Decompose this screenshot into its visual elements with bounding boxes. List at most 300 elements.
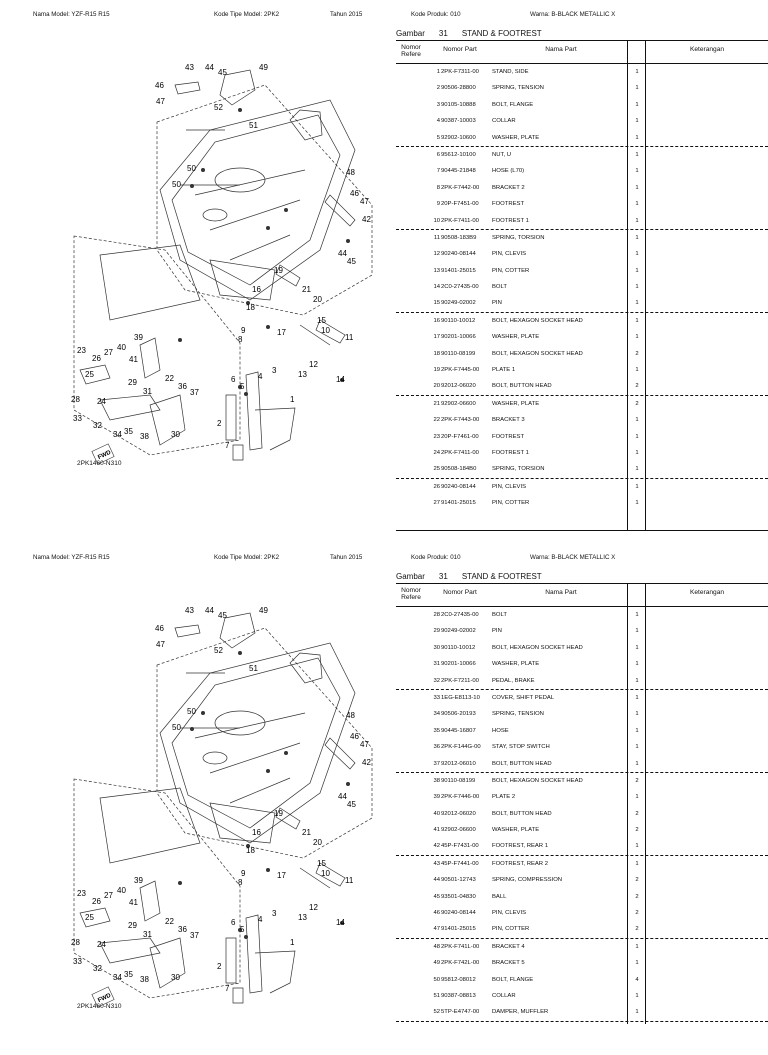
table-row bbox=[396, 230, 768, 246]
row-qty: 1 bbox=[635, 217, 639, 224]
row-part-name: PIN, CLEVIS bbox=[492, 910, 527, 917]
callout-number: 20 bbox=[313, 838, 322, 847]
callout-number: 44 bbox=[338, 792, 347, 801]
callout-number: 18 bbox=[246, 303, 255, 312]
callout-number: 12 bbox=[309, 360, 318, 369]
row-part-no: 95812-08012 bbox=[441, 976, 476, 983]
row-ref: 1 bbox=[436, 69, 440, 75]
callout-number: 40 bbox=[117, 886, 126, 895]
row-part-name: WASHER, PLATE bbox=[492, 827, 540, 834]
row-ref: 13 bbox=[433, 267, 440, 274]
row-ref: 33 bbox=[433, 694, 440, 701]
row-part-name: FOOTREST bbox=[492, 201, 525, 208]
row-qty: 1 bbox=[635, 612, 639, 618]
row-part-no: 2PK-F7311-00 bbox=[441, 69, 479, 75]
row-part-no: 90506-20193 bbox=[441, 711, 476, 718]
section-number: 31 bbox=[438, 29, 448, 38]
row-part-no: 90501-12743 bbox=[441, 877, 476, 884]
row-qty: 1 bbox=[635, 860, 639, 867]
row-ref: 14 bbox=[433, 284, 440, 291]
color-label: Warna: B-BLACK METALLIC X bbox=[530, 11, 616, 18]
row-part-name: WASHER, PLATE bbox=[492, 661, 540, 668]
callout-number: 34 bbox=[113, 430, 122, 439]
row-part-no: 45P-F7441-00 bbox=[441, 860, 479, 867]
callout-number: 38 bbox=[140, 975, 149, 984]
parts-table bbox=[396, 583, 768, 1022]
row-part-name: BOLT, BUTTON HEAD bbox=[492, 760, 552, 767]
callout-number: 44 bbox=[338, 249, 347, 258]
diagram-code: 2PK1460-N310 bbox=[77, 1003, 122, 1010]
row-part-no: 92902-06600 bbox=[441, 827, 476, 834]
exploded-parts-diagram bbox=[28, 44, 373, 484]
row-part-name: BOLT, HEXAGON SOCKET HEAD bbox=[492, 317, 583, 324]
callout-number: 51 bbox=[249, 121, 258, 130]
row-ref: 15 bbox=[433, 300, 440, 307]
callout-number: 23 bbox=[77, 889, 86, 898]
row-part-name: BOLT, BUTTON HEAD bbox=[492, 810, 552, 817]
callout-number: 32 bbox=[93, 964, 102, 973]
row-qty: 2 bbox=[635, 777, 639, 784]
callout-number: 33 bbox=[73, 957, 82, 966]
row-qty: 1 bbox=[635, 483, 639, 490]
table-row bbox=[396, 822, 768, 838]
row-qty: 2 bbox=[635, 350, 639, 357]
row-ref: 19 bbox=[433, 367, 440, 374]
row-part-name: HOSE bbox=[492, 727, 509, 734]
row-qty: 1 bbox=[635, 677, 639, 684]
row-qty: 2 bbox=[635, 400, 639, 407]
section-title: STAND & FOOTREST bbox=[461, 572, 542, 581]
row-part-no: 93501-04830 bbox=[441, 893, 476, 900]
callout-number: 1 bbox=[290, 938, 295, 947]
diagram-code: 2PK1460-N310 bbox=[77, 460, 122, 467]
row-ref: 4 bbox=[436, 118, 440, 125]
row-ref: 40 bbox=[433, 810, 440, 817]
table-row bbox=[396, 1004, 768, 1021]
callout-number: 23 bbox=[77, 346, 86, 355]
row-part-no: 90240-08144 bbox=[441, 910, 476, 917]
table-header bbox=[396, 584, 768, 607]
table-row bbox=[396, 939, 768, 955]
row-part-name: PIN, COTTER bbox=[492, 926, 530, 933]
row-part-no: 90249-02002 bbox=[441, 628, 476, 635]
callout-number: 20 bbox=[313, 295, 322, 304]
row-part-name: SPRING, TORSION bbox=[492, 466, 545, 473]
row-part-no: 2PK-F7442-00 bbox=[441, 184, 480, 191]
callout-number: 39 bbox=[134, 876, 143, 885]
callout-number: 38 bbox=[140, 432, 149, 441]
table-row bbox=[396, 673, 768, 690]
callout-number: 21 bbox=[302, 285, 311, 294]
callout-number: 45 bbox=[218, 68, 227, 77]
callout-number: 6 bbox=[231, 375, 236, 384]
callout-number: 29 bbox=[128, 921, 137, 930]
callout-number: 51 bbox=[249, 664, 258, 673]
table-row bbox=[396, 972, 768, 988]
callout-number: 2 bbox=[217, 419, 222, 428]
callout-number: 45 bbox=[347, 800, 356, 809]
table-row bbox=[396, 396, 768, 412]
row-qty: 1 bbox=[635, 284, 639, 291]
callout-number: 26 bbox=[92, 354, 101, 363]
callout-number: 33 bbox=[73, 414, 82, 423]
row-part-name: SPRING, TORSION bbox=[492, 234, 545, 241]
row-part-name: STAND, SIDE bbox=[492, 69, 529, 75]
row-qty: 1 bbox=[635, 744, 639, 751]
row-ref: 50 bbox=[433, 976, 440, 983]
table-row bbox=[396, 362, 768, 378]
callout-number: 46 bbox=[350, 732, 359, 741]
exploded-parts-diagram bbox=[28, 587, 373, 1027]
row-part-name: BOLT, FLANGE bbox=[492, 976, 534, 983]
row-part-name: DAMPER, MUFFLER bbox=[492, 1009, 549, 1016]
parts-table bbox=[396, 40, 768, 528]
row-part-name: BRACKET 4 bbox=[492, 943, 525, 950]
callout-number: 30 bbox=[171, 430, 180, 439]
row-part-name: PIN, COTTER bbox=[492, 267, 530, 274]
product-code-label: Kode Produk: 010 bbox=[411, 11, 461, 18]
table-row bbox=[396, 429, 768, 445]
callout-number: 36 bbox=[178, 925, 187, 934]
row-ref: 21 bbox=[433, 400, 440, 407]
row-part-name: SPRING, COMPRESSION bbox=[492, 877, 563, 884]
row-part-name: FOOTREST 1 bbox=[492, 217, 529, 224]
callout-number: 18 bbox=[246, 846, 255, 855]
row-part-no: 90249-02002 bbox=[441, 300, 476, 307]
catalog-page-1 bbox=[0, 0, 768, 512]
row-qty: 2 bbox=[635, 877, 639, 884]
row-part-name: FOOTREST bbox=[492, 433, 525, 440]
row-part-name: BOLT bbox=[492, 284, 507, 291]
row-qty: 1 bbox=[635, 134, 639, 141]
row-part-name: FOOTREST 1 bbox=[492, 449, 529, 456]
callout-number: 9 bbox=[241, 326, 246, 335]
row-part-no: 92902-06600 bbox=[441, 400, 476, 407]
row-ref: 11 bbox=[433, 234, 440, 241]
row-part-no: 90110-08199 bbox=[441, 350, 476, 357]
row-part-no: 2PK-F7211-00 bbox=[441, 677, 479, 684]
row-qty: 2 bbox=[635, 827, 639, 834]
row-qty: 2 bbox=[635, 910, 639, 917]
table-row bbox=[396, 130, 768, 147]
row-part-no: 90240-08144 bbox=[441, 483, 476, 490]
row-part-no: 2PK-F7443-00 bbox=[441, 417, 480, 424]
callout-number: 19 bbox=[274, 809, 283, 818]
row-ref: 52 bbox=[433, 1009, 440, 1016]
row-part-no: 90110-10012 bbox=[441, 317, 476, 324]
row-part-no: 90240-08144 bbox=[441, 251, 476, 258]
callout-number: 10 bbox=[321, 869, 330, 878]
model-type-label: Kode Tipe Model: 2PK2 bbox=[214, 554, 280, 561]
row-part-no: 92012-06020 bbox=[441, 810, 476, 817]
callout-number: 27 bbox=[104, 891, 113, 900]
table-row bbox=[396, 889, 768, 905]
row-qty: 1 bbox=[635, 628, 639, 635]
row-part-name: BOLT bbox=[492, 612, 507, 618]
callout-number: 17 bbox=[277, 871, 286, 880]
table-row bbox=[396, 412, 768, 428]
row-part-name: WASHER, PLATE bbox=[492, 134, 540, 141]
section-gambar: Gambar bbox=[396, 29, 425, 38]
row-qty: 1 bbox=[635, 661, 639, 668]
row-ref: 37 bbox=[433, 760, 440, 767]
row-ref: 28 bbox=[433, 612, 440, 618]
callout-number: 31 bbox=[143, 387, 152, 396]
callout-number: 28 bbox=[71, 938, 80, 947]
table-row bbox=[396, 512, 768, 528]
callout-number: 14 bbox=[336, 375, 345, 384]
row-part-name: BRACKET 3 bbox=[492, 417, 525, 424]
model-name-label: Nama Model: YZF-R15 R15 bbox=[33, 554, 110, 561]
row-qty: 1 bbox=[635, 449, 639, 456]
table-row bbox=[396, 838, 768, 855]
row-part-no: 90445-21848 bbox=[441, 168, 476, 175]
callout-number: 7 bbox=[225, 984, 230, 993]
table-row bbox=[396, 97, 768, 113]
callout-number: 28 bbox=[71, 395, 80, 404]
table-row bbox=[396, 147, 768, 163]
table-header bbox=[396, 41, 768, 64]
row-part-name: COVER, SHIFT PEDAL bbox=[492, 694, 555, 701]
row-part-no: 91401-25015 bbox=[441, 500, 476, 507]
row-part-no: 90201-10066 bbox=[441, 334, 476, 341]
table-row bbox=[396, 905, 768, 921]
row-qty: 1 bbox=[635, 711, 639, 718]
table-bottom-rule bbox=[396, 530, 768, 531]
row-part-no: 2PK-F741L-00 bbox=[441, 943, 480, 950]
row-qty: 1 bbox=[635, 943, 639, 950]
callout-number: 15 bbox=[317, 859, 326, 868]
color-label: Warna: B-BLACK METALLIC X bbox=[530, 554, 616, 561]
row-part-no: 5TP-E4747-00 bbox=[441, 1009, 480, 1016]
callout-number: 35 bbox=[124, 970, 133, 979]
row-qty: 2 bbox=[635, 383, 639, 390]
row-qty: 1 bbox=[635, 644, 639, 651]
row-ref: 46 bbox=[433, 910, 440, 917]
row-qty: 1 bbox=[635, 85, 639, 92]
callout-number: 41 bbox=[129, 355, 138, 364]
callout-number: 16 bbox=[252, 285, 261, 294]
row-qty: 1 bbox=[635, 760, 639, 767]
callout-number: 2 bbox=[217, 962, 222, 971]
row-ref: 17 bbox=[433, 334, 440, 341]
callout-number: 50 bbox=[172, 180, 181, 189]
row-part-name: BOLT, FLANGE bbox=[492, 101, 534, 108]
callout-number: 21 bbox=[302, 828, 311, 837]
header-note: Keterangan bbox=[689, 589, 725, 596]
callout-number: 17 bbox=[277, 328, 286, 337]
callout-number: 46 bbox=[350, 189, 359, 198]
row-part-name: PIN, CLEVIS bbox=[492, 483, 527, 490]
row-part-name: WASHER, PLATE bbox=[492, 334, 540, 341]
row-part-name: PEDAL, BRAKE bbox=[492, 677, 535, 684]
callout-number: 36 bbox=[178, 382, 187, 391]
callout-number: 15 bbox=[317, 316, 326, 325]
row-qty: 1 bbox=[635, 960, 639, 967]
table-row bbox=[396, 988, 768, 1004]
callout-number: 25 bbox=[85, 913, 94, 922]
callout-number: 50 bbox=[187, 164, 196, 173]
fwd-arrow-label: FWD bbox=[97, 449, 113, 462]
callout-number: 29 bbox=[128, 378, 137, 387]
row-part-no: 45P-F7431-00 bbox=[441, 843, 479, 850]
row-part-no: 2C0-27435-00 bbox=[441, 284, 479, 291]
table-row bbox=[396, 607, 768, 623]
row-part-no: 2PK-F7446-00 bbox=[441, 794, 480, 801]
row-part-no: 92012-06020 bbox=[441, 383, 476, 390]
callout-number: 11 bbox=[345, 333, 354, 342]
table-row bbox=[396, 806, 768, 822]
row-ref: 47 bbox=[433, 926, 440, 933]
callout-number: 5 bbox=[240, 925, 245, 934]
row-part-name: PIN, CLEVIS bbox=[492, 251, 527, 258]
callout-number: 1 bbox=[290, 395, 295, 404]
row-qty: 1 bbox=[635, 1009, 639, 1016]
table-row bbox=[396, 656, 768, 672]
row-part-no: 92902-10600 bbox=[441, 134, 476, 141]
row-ref: 48 bbox=[433, 943, 440, 950]
row-ref: 32 bbox=[433, 677, 440, 684]
row-part-name: FOOTREST, REAR 1 bbox=[492, 843, 548, 850]
callout-number: 37 bbox=[190, 388, 199, 397]
callout-number: 14 bbox=[336, 918, 345, 927]
table-row bbox=[396, 872, 768, 888]
row-qty: 1 bbox=[635, 466, 639, 473]
row-qty: 1 bbox=[635, 168, 639, 175]
callout-number: 45 bbox=[218, 611, 227, 620]
row-qty: 1 bbox=[635, 843, 639, 850]
row-ref: 38 bbox=[433, 777, 440, 784]
row-part-no: 90506-28800 bbox=[441, 85, 476, 92]
row-qty: 1 bbox=[635, 267, 639, 274]
table-row bbox=[396, 461, 768, 478]
row-part-name: PLATE 1 bbox=[492, 367, 516, 374]
row-ref: 7 bbox=[436, 168, 440, 175]
callout-number: 49 bbox=[259, 606, 268, 615]
callout-number: 48 bbox=[346, 168, 355, 177]
table-row bbox=[396, 196, 768, 212]
row-ref: 16 bbox=[433, 317, 440, 324]
row-part-name: BOLT, HEXAGON SOCKET HEAD bbox=[492, 777, 583, 784]
column-divider bbox=[627, 41, 628, 530]
row-part-no: 90387-08813 bbox=[441, 992, 476, 999]
row-qty: 1 bbox=[635, 300, 639, 307]
table-row bbox=[396, 113, 768, 129]
callout-number: 37 bbox=[190, 931, 199, 940]
table-row bbox=[396, 690, 768, 706]
row-ref: 36 bbox=[433, 744, 440, 751]
header-ref: Nomor Refere bbox=[401, 44, 421, 58]
row-ref: 25 bbox=[433, 466, 440, 473]
callout-number: 9 bbox=[241, 869, 246, 878]
callout-number: 44 bbox=[205, 606, 214, 615]
row-ref: 2 bbox=[436, 85, 440, 92]
row-ref: 12 bbox=[433, 251, 440, 258]
callout-number: 34 bbox=[113, 973, 122, 982]
model-type-label: Kode Tipe Model: 2PK2 bbox=[214, 11, 280, 18]
callout-number: 27 bbox=[104, 348, 113, 357]
row-part-no: 90110-08199 bbox=[441, 777, 476, 784]
callout-number: 42 bbox=[362, 215, 371, 224]
row-qty: 1 bbox=[635, 417, 639, 424]
row-part-no: 90110-10012 bbox=[441, 644, 476, 651]
row-qty: 1 bbox=[635, 184, 639, 191]
callout-number: 50 bbox=[172, 723, 181, 732]
callout-number: 52 bbox=[214, 646, 223, 655]
row-part-no: 90201-10066 bbox=[441, 661, 476, 668]
callout-number: 13 bbox=[298, 913, 307, 922]
header-note: Keterangan bbox=[689, 46, 725, 53]
callout-number: 39 bbox=[134, 333, 143, 342]
callout-number: 24 bbox=[97, 397, 106, 406]
row-part-no: 2PK-F7411-00 bbox=[441, 217, 479, 224]
header-part-no: Nomor Part bbox=[443, 46, 477, 53]
row-ref: 23 bbox=[433, 433, 440, 440]
table-row bbox=[396, 773, 768, 789]
header-name: Nama Part bbox=[545, 46, 577, 53]
callout-number: 42 bbox=[362, 758, 371, 767]
callout-number: 44 bbox=[205, 63, 214, 72]
row-ref: 20 bbox=[433, 383, 440, 390]
table-row bbox=[396, 495, 768, 511]
row-part-no: 95612-10100 bbox=[441, 151, 476, 158]
table-row bbox=[396, 856, 768, 872]
column-divider bbox=[645, 41, 646, 530]
table-row bbox=[396, 329, 768, 345]
callout-number: 49 bbox=[259, 63, 268, 72]
row-part-no: 90387-10003 bbox=[441, 118, 476, 125]
table-row bbox=[396, 623, 768, 639]
model-name-label: Nama Model: YZF-R15 R15 bbox=[33, 11, 110, 18]
callout-number: 16 bbox=[252, 828, 261, 837]
table-row bbox=[396, 640, 768, 656]
table-row bbox=[396, 346, 768, 362]
callout-number: 5 bbox=[240, 382, 245, 391]
callout-number: 22 bbox=[165, 374, 174, 383]
row-ref: 22 bbox=[433, 417, 440, 424]
row-qty: 4 bbox=[635, 976, 639, 983]
table-row bbox=[396, 739, 768, 755]
callout-number: 43 bbox=[185, 606, 194, 615]
callout-number: 4 bbox=[258, 915, 263, 924]
callout-number: 47 bbox=[360, 740, 369, 749]
row-part-name: COLLAR bbox=[492, 992, 516, 999]
callout-number: 47 bbox=[360, 197, 369, 206]
row-qty: 1 bbox=[635, 101, 639, 108]
table-row bbox=[396, 756, 768, 773]
row-part-no: 90508-184B0 bbox=[441, 466, 477, 473]
row-ref: 9 bbox=[436, 201, 440, 208]
row-part-name: BRACKET 5 bbox=[492, 960, 525, 967]
row-qty: 1 bbox=[635, 694, 639, 701]
row-part-no: 2PK-F7411-00 bbox=[441, 449, 479, 456]
row-part-name: HOSE (L70) bbox=[492, 168, 525, 175]
table-row bbox=[396, 955, 768, 971]
row-part-name: PIN bbox=[492, 300, 502, 307]
row-part-name: PIN bbox=[492, 628, 502, 635]
callout-number: 46 bbox=[155, 624, 164, 633]
row-ref: 41 bbox=[433, 827, 440, 834]
callout-number: 25 bbox=[85, 370, 94, 379]
callout-number: 13 bbox=[298, 370, 307, 379]
row-qty: 2 bbox=[635, 810, 639, 817]
callout-number: 10 bbox=[321, 326, 330, 335]
row-part-no: 92012-06010 bbox=[441, 760, 476, 767]
table-row bbox=[396, 163, 768, 179]
table-row bbox=[396, 479, 768, 495]
row-ref: 51 bbox=[433, 992, 440, 999]
callout-number: 22 bbox=[165, 917, 174, 926]
